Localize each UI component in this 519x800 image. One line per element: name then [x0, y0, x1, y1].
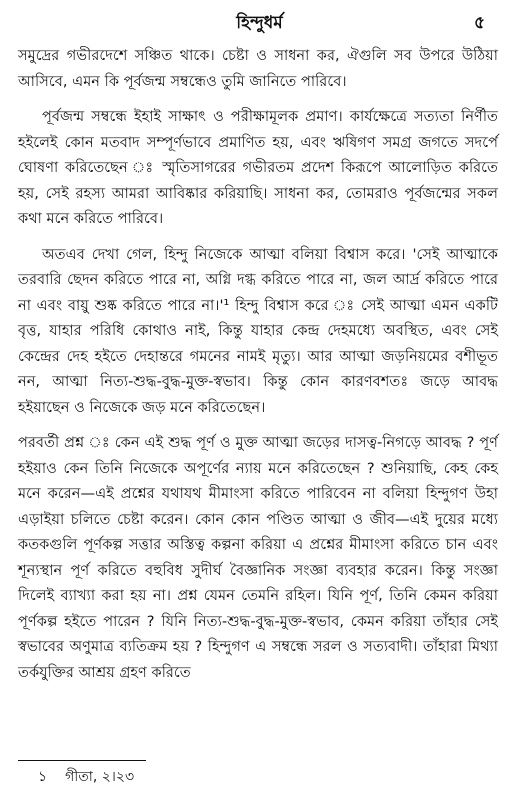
page-header — [18, 10, 501, 36]
paragraph-4: পরবর্তী প্রশ্ন ঃ কেন এই শুদ্ধ পূর্ণ ও মুক্ত আত্মা জড়ের দাসত্ব-নিগড়ে আবদ্ধ ? পূর্ণ হইয়াও কেন তিনি নিজেকে অপূর্ণের ন্যায় মনে করিতেছেন ? শুনিয়াছি, কেহ কেহ মনে করেন—এই প্রশ্নের যথাযথ মীমাংসা করিতে পারিবেন না বলিয়া হিন্দুগণ উহা এড়াইয়া চলিতে চেষ্টা করেন। কোন কোন পণ্ডিত আত্মা ও জীব—এই দুয়ের মধ্যে কতকগুলি পূর্ণকল্প সত্তার অস্তিত্ব কল্পনা করিয়া এ প্রশ্নের মীমাংসা করিতে চান এবং শূন্যস্থান পূর্ণ করিতে বহুবিধ সুদীর্ঘ বৈজ্ঞানিক সংজ্ঞা ব্যবহার করেন। কিন্তু সংজ্ঞা দিলেই ব্যাখ্যা করা হয় না। প্রশ্ন যেমন তেমনি রহিল। যিনি পূর্ণ, তিনি কেমন করিয়া পূর্ণকল্প হইতে পারেন ? যিনি নিত্য-শুদ্ধ-বুদ্ধ-মুক্ত-স্বভাব, কেমন করিয়া তাঁহার সেই স্বভাবের অণুমাত্র ব্যতিক্রম হয় ? হিন্দুগণ এ সম্বন্ধে সরল ও সত্যবাদী। তাঁহারা মিথ্যা তর্কযুক্তির আশ্রয় গ্রহণ করিতে — [18, 434, 498, 681]
running-title: হিন্দুধর্ম — [236, 13, 283, 33]
footnote — [38, 767, 134, 787]
paragraph-3: অতএব দেখা গেল, হিন্দু নিজেকে আত্মা বলিয়া বিশ্বাস করে। 'সেই আত্মাকে তরবারি ছেদন করিতে পারে না, অগ্নি দগ্ধ করিতে পারে না, জল আর্দ্র করিতে পারে না এবং বায়ু শুষ্ক করিতে পারে না।'¹ হিন্দু বিশ্বাস করে ঃ সেই আত্মা এমন একটি বৃত্ত, যাহার পরিধি কোথাও নাই, কিন্তু যাহার কেন্দ্র দেহমধ্যে অবস্থিত, এবং সেই কেন্দ্রের দেহ হইতে দেহান্তরে গমনের নামই মৃত্যু। আর আত্মা জড়নিয়মের বশীভূত নন, আত্মা নিত্য-শুদ্ধ-বুদ্ধ-মুক্ত-স্বভাব। কিন্তু কোন কারণবশতঃ জড়ে আবদ্ধ হইয়াছেন ও নিজেকে জড় মনে করিতেছেন। — [18, 245, 498, 416]
page-number: ৫ — [473, 13, 485, 33]
footnote-text: গীতা, ২।২৩ — [65, 769, 135, 785]
body-text — [18, 43, 498, 695]
footnote-number: ১ — [38, 769, 48, 785]
footnote-divider — [18, 760, 146, 761]
paragraph-1: সমুদ্রের গভীরদেশে সঞ্চিত থাকে। চেষ্টা ও সাধনা কর, ঐগুলি সব উপরে উঠিয়া আসিবে, এমন কি পূর্বজন্ম সম্বন্ধেও তুমি জানিতে পারিবে। — [18, 47, 498, 90]
paragraph-2: পূর্বজন্ম সম্বন্ধে ইহাই সাক্ষাৎ ও পরীক্ষামূলক প্রমাণ। কার্যক্ষেত্রে সত্যতা নির্ণীত হইলেই কোন মতবাদ সম্পূর্ণভাবে প্রমাণিত হয়, এবং ঋষিগণ সমগ্র জগতে সদর্পে ঘোষণা করিতেছেন ঃ স্মৃতিসাগরের গভীরতম প্রদেশ কিরূপে আলোড়িত করিতে হয়, সেই রহস্য আমরা আবিষ্কার করিয়াছি। সাধনা কর, তোমরাও পূর্বজন্মের সকল কথা মনে করিতে পারিবে। — [18, 108, 498, 227]
